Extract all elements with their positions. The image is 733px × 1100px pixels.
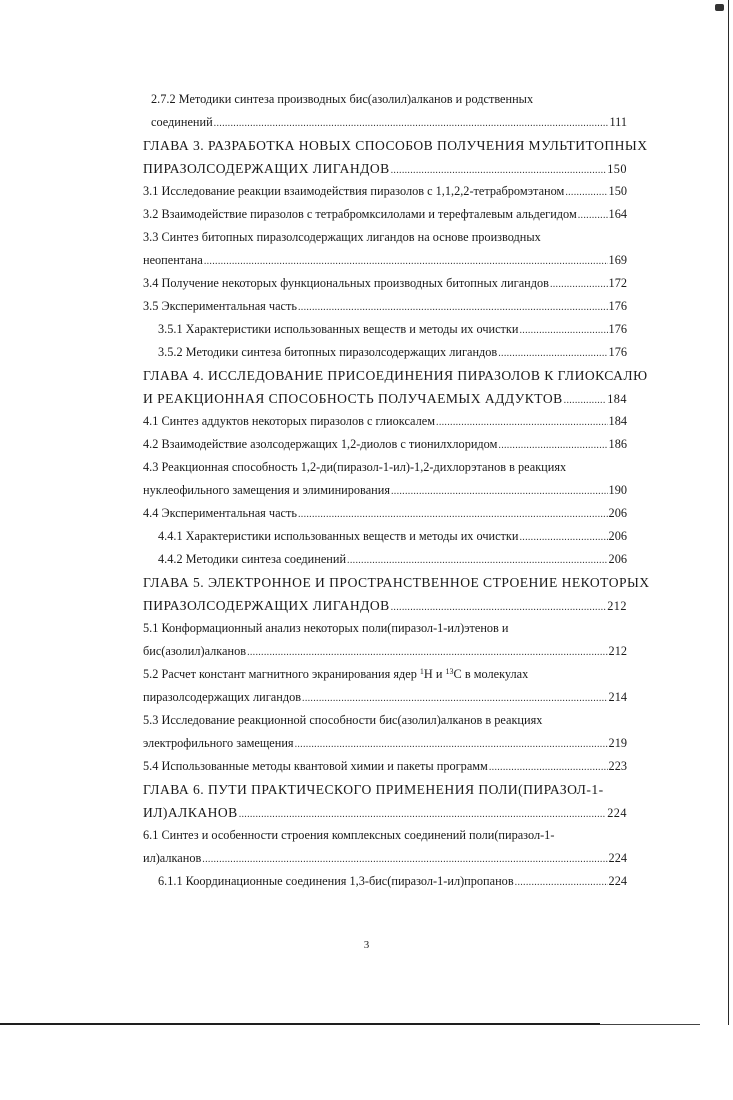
toc-line — [143, 460, 627, 483]
leader-dots — [202, 854, 607, 865]
toc-text-part: 5.2 Расчет констант магнитного экранирования ядер — [143, 667, 420, 681]
toc-chapter-entry — [143, 391, 627, 414]
toc-entry — [143, 506, 627, 529]
toc-entry-text: электрофильного замещения — [143, 736, 294, 750]
toc-entry — [143, 184, 627, 207]
toc-entry-text: 4.4.2 Методики синтеза соединений — [158, 552, 347, 566]
toc-entry — [143, 253, 627, 276]
toc-entry-text: пиразолсодержащих лигандов — [143, 690, 302, 704]
toc-entry-text: 3.4 Получение некоторых функциональных производных битопных лигандов — [143, 276, 549, 290]
toc-entry-text: бис(азолил)алканов — [143, 644, 247, 658]
toc-page-number: 206 — [608, 552, 627, 566]
toc-line — [143, 828, 627, 851]
toc-entry-text: ил)алканов — [143, 851, 202, 865]
toc-entry — [143, 437, 627, 460]
toc-entry — [143, 207, 627, 230]
toc-page-number: 176 — [608, 299, 627, 313]
toc-line — [143, 667, 627, 690]
leader-dots — [347, 555, 608, 566]
toc-page-number: 184 — [608, 414, 627, 428]
toc-entry — [143, 276, 627, 299]
toc-line — [143, 621, 627, 644]
toc-entry-text: 4.4 Экспериментальная часть — [143, 506, 297, 520]
scan-artifact-bottom-edge — [0, 1023, 600, 1025]
leader-dots — [302, 693, 608, 704]
leader-dots — [498, 440, 607, 451]
toc-page-number: 212 — [607, 599, 627, 613]
toc-page-number: 176 — [608, 322, 627, 336]
leader-dots — [565, 187, 607, 198]
toc-entry-text: 4.3 Реакционная способность 1,2-ди(пиразол-1-ил)-1,2-дихлорэтанов в реакциях — [143, 460, 567, 474]
toc-chapter-text: ПИРАЗОЛСОДЕРЖАЩИХ ЛИГАНДОВ — [143, 598, 390, 613]
toc-entry — [143, 874, 627, 897]
toc-chapter-line — [143, 368, 648, 391]
toc-page-number: 150 — [608, 184, 627, 198]
leader-dots — [239, 809, 607, 820]
toc-entry-text — [143, 667, 528, 682]
toc-chapter-line — [143, 575, 650, 598]
table-of-contents — [143, 92, 650, 897]
toc-entry — [143, 736, 627, 759]
leader-dots — [204, 256, 608, 267]
toc-entry — [143, 644, 627, 667]
scan-artifact-right-edge — [728, 0, 729, 1025]
leader-dots — [391, 165, 607, 176]
page-number: 3 — [363, 939, 370, 951]
toc-page-number: 176 — [608, 345, 627, 359]
toc-line — [143, 92, 627, 115]
leader-dots — [391, 486, 608, 497]
toc-entry-text: соединений — [151, 115, 213, 129]
toc-entry — [143, 690, 627, 713]
superscript-isotope: 13 — [445, 667, 454, 676]
toc-line — [143, 230, 627, 253]
toc-chapter-line — [143, 138, 648, 161]
toc-entry — [143, 851, 627, 874]
toc-entry-text: 3.1 Исследование реакции взаимодействия пиразолов с 1,1,2,2-тетрабромэтаном — [143, 184, 565, 198]
leader-dots — [515, 877, 608, 888]
toc-text-part: H и — [423, 667, 446, 681]
leader-dots — [489, 762, 608, 773]
leader-dots — [550, 279, 608, 290]
leader-dots — [436, 417, 608, 428]
toc-entry-text: 4.4.1 Характеристики использованных веществ и методы их очистки — [158, 529, 519, 543]
toc-entry — [143, 483, 627, 506]
toc-entry — [143, 529, 627, 552]
toc-page-number: 223 — [608, 759, 627, 773]
toc-entry — [143, 414, 627, 437]
toc-page-number: 164 — [608, 207, 627, 221]
toc-entry-text: 3.3 Синтез битопных пиразолсодержащих лигандов на основе производных — [143, 230, 541, 244]
toc-entry-text: 3.2 Взаимодействие пиразолов с тетрабромксилолами и терефталевым альдегидом — [143, 207, 577, 221]
toc-entry-text: 6.1.1 Координационные соединения 1,3-бис(пиразол-1-ил)пропанов — [158, 874, 514, 888]
toc-entry — [143, 299, 627, 322]
toc-chapter-text: ПИРАЗОЛСОДЕРЖАЩИХ ЛИГАНДОВ — [143, 161, 390, 176]
toc-chapter-text: ГЛАВА 5. ЭЛЕКТРОННОЕ И ПРОСТРАНСТВЕННОЕ СТРОЕНИЕ НЕКОТОРЫХ — [143, 575, 650, 590]
toc-entry-text: нуклеофильного замещения и элиминирования — [143, 483, 390, 497]
leader-dots — [578, 210, 608, 221]
toc-entry-text: 6.1 Синтез и особенности строения комплексных соединений поли(пиразол-1- — [143, 828, 555, 842]
leader-dots — [298, 509, 608, 520]
scan-artifact-bottom-edge-2 — [600, 1024, 700, 1025]
toc-page-number: 206 — [608, 529, 627, 543]
superscript-isotope: 1 — [419, 667, 424, 676]
toc-line — [143, 713, 627, 736]
scan-artifact-mark — [715, 4, 724, 11]
toc-page-number: 184 — [607, 392, 627, 406]
leader-dots — [391, 602, 607, 613]
toc-page-number: 224 — [608, 851, 627, 865]
leader-dots — [214, 118, 609, 129]
toc-entry — [143, 552, 627, 575]
toc-chapter-text: И РЕАКЦИОННАЯ СПОСОБНОСТЬ ПОЛУЧАЕМЫХ АДДУКТОВ — [143, 391, 563, 406]
toc-entry-text: 4.2 Взаимодействие азолсодержащих 1,2-диолов с тионилхлоридом — [143, 437, 498, 451]
leader-dots — [564, 395, 607, 406]
leader-dots — [295, 739, 608, 750]
toc-page-number: 214 — [608, 690, 627, 704]
toc-page-number: 150 — [607, 162, 627, 176]
toc-entry-text: 3.5.2 Методики синтеза битопных пиразолсодержащих лигандов — [158, 345, 498, 359]
toc-entry-text: 5.4 Использованные методы квантовой химии и пакеты программ — [143, 759, 488, 773]
toc-page-number: 186 — [608, 437, 627, 451]
toc-entry-text: 3.5.1 Характеристики использованных веществ и методы их очистки — [158, 322, 519, 336]
toc-chapter-entry — [143, 598, 627, 621]
toc-page-number: 111 — [609, 115, 627, 129]
leader-dots — [519, 532, 607, 543]
toc-page-number: 224 — [608, 874, 627, 888]
toc-entry-text: неопентана — [143, 253, 203, 267]
toc-entry-text: 4.1 Синтез аддуктов некоторых пиразолов с глиоксалем — [143, 414, 436, 428]
toc-page-number: 206 — [608, 506, 627, 520]
toc-entry-text: 5.1 Конформационный анализ некоторых поли(пиразол-1-ил)этенов и — [143, 621, 509, 635]
toc-chapter-entry — [143, 161, 627, 184]
toc-page-number: 172 — [608, 276, 627, 290]
toc-chapter-line — [143, 782, 627, 805]
toc-chapter-entry — [143, 805, 627, 828]
leader-dots — [298, 302, 608, 313]
toc-chapter-text: ГЛАВА 6. ПУТИ ПРАКТИЧЕСКОГО ПРИМЕНЕНИЯ ПОЛИ(ПИРАЗОЛ-1- — [143, 782, 604, 797]
leader-dots — [498, 348, 607, 359]
toc-entry — [143, 759, 627, 782]
toc-chapter-text: ИЛ)АЛКАНОВ — [143, 805, 238, 820]
toc-page-number: 212 — [608, 644, 627, 658]
toc-page-number: 224 — [607, 806, 627, 820]
toc-entry — [143, 115, 627, 138]
toc-entry — [143, 345, 627, 368]
toc-page-number: 169 — [608, 253, 627, 267]
leader-dots — [247, 647, 607, 658]
toc-text-part: C в молекулах — [453, 667, 529, 681]
toc-page-number: 190 — [608, 483, 627, 497]
leader-dots — [519, 325, 607, 336]
toc-entry-text: 5.3 Исследование реакционной способности бис(азолил)алканов в реакциях — [143, 713, 543, 727]
toc-chapter-text: ГЛАВА 4. ИССЛЕДОВАНИЕ ПРИСОЕДИНЕНИЯ ПИРАЗОЛОВ К ГЛИОКСАЛЮ — [143, 368, 648, 383]
toc-entry-text: 3.5 Экспериментальная часть — [143, 299, 297, 313]
toc-entry — [143, 322, 627, 345]
toc-page-number: 219 — [608, 736, 627, 750]
toc-entry-text: 2.7.2 Методики синтеза производных бис(азолил)алканов и родственных — [151, 92, 534, 106]
toc-chapter-text: ГЛАВА 3. РАЗРАБОТКА НОВЫХ СПОСОБОВ ПОЛУЧЕНИЯ МУЛЬТИТОПНЫХ — [143, 138, 648, 153]
